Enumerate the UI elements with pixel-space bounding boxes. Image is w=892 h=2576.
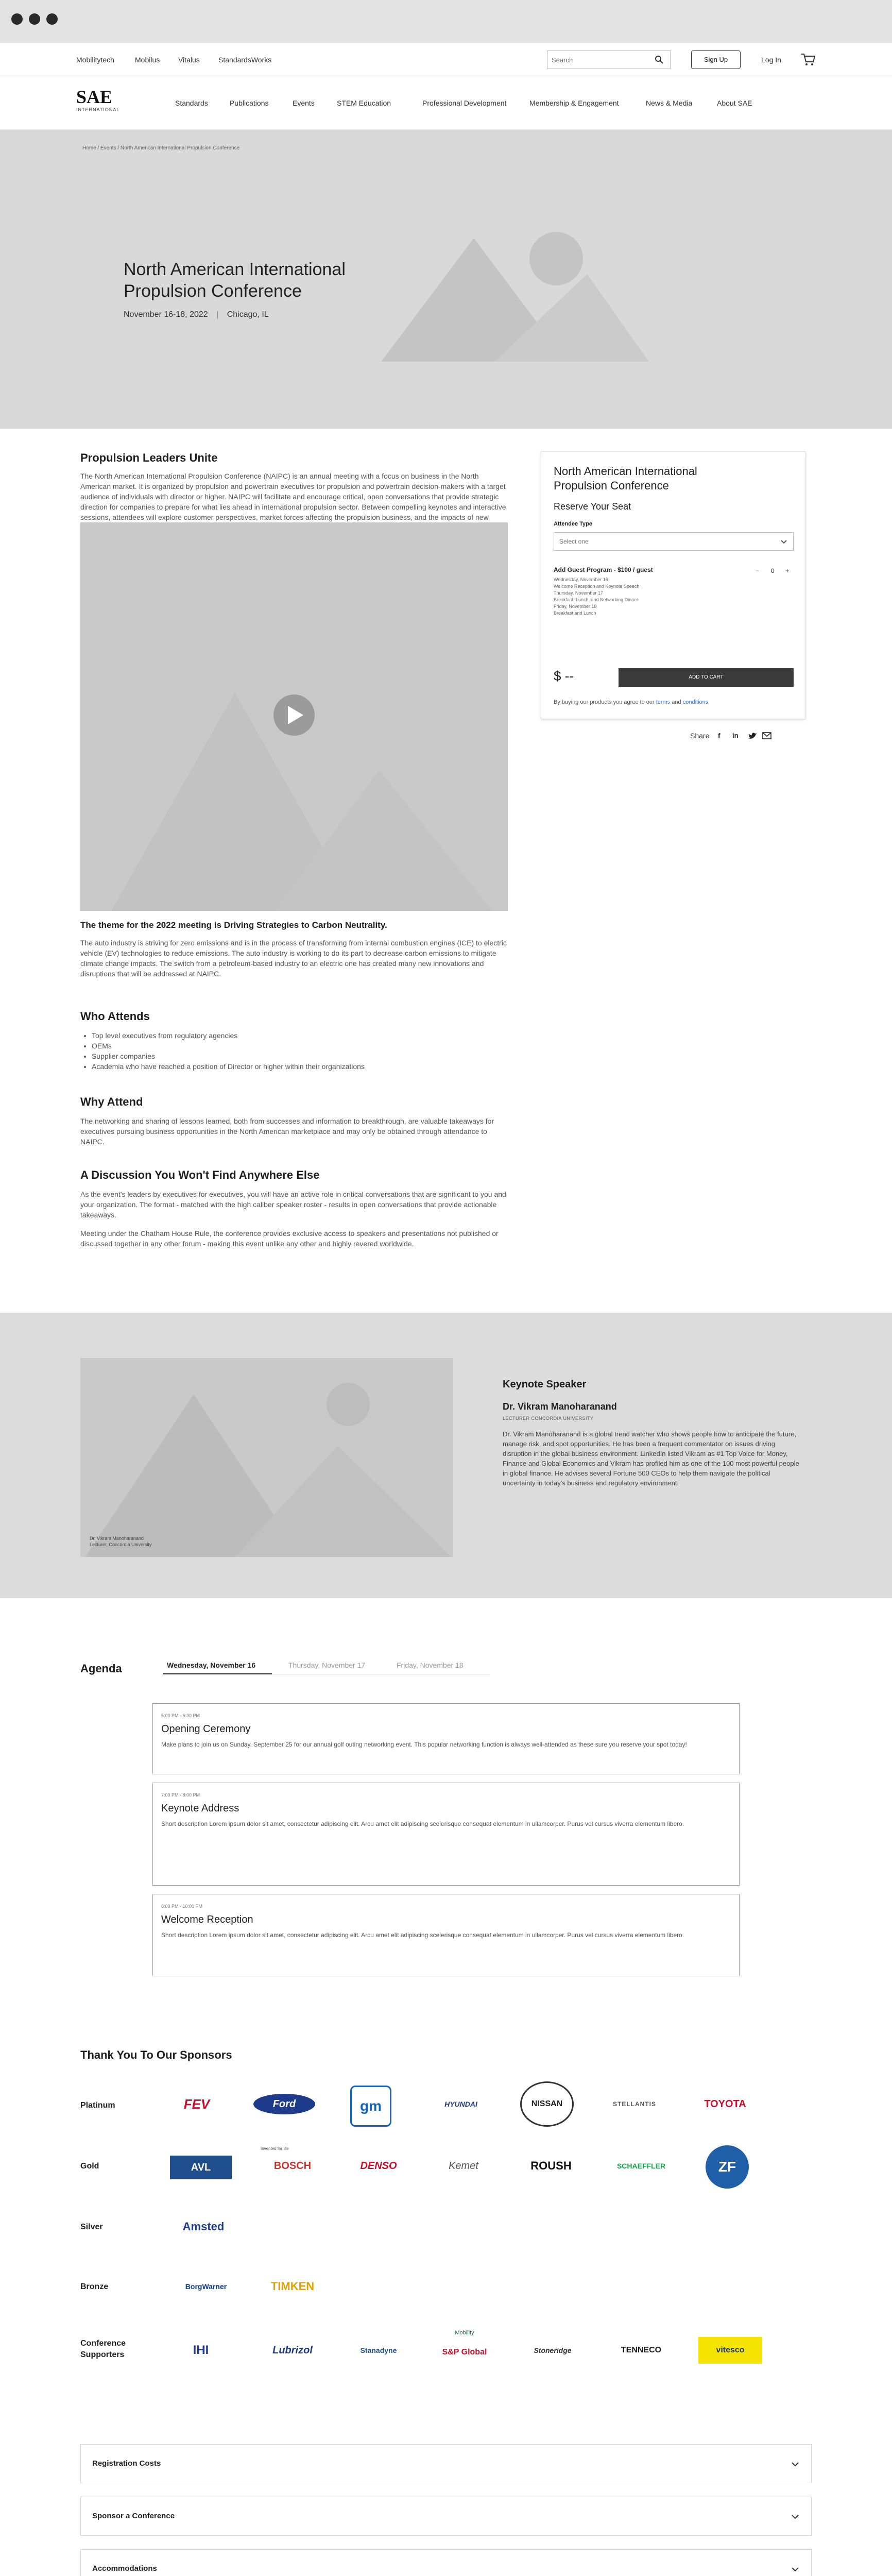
speaker-caption: [90, 1535, 152, 1548]
agenda-session: [152, 1894, 740, 1976]
accordion-title: Accommodations: [92, 2564, 157, 2573]
keynote-role: LECTURER CONCORDIA UNIVERSITY: [503, 1416, 594, 1421]
sponsor-logo-amsted[interactable]: Amsted: [182, 2220, 225, 2233]
keynote-name: Dr. Vikram Manoharanand: [503, 1401, 617, 1412]
play-button[interactable]: [273, 694, 315, 736]
select-value: Select one: [559, 538, 589, 545]
accordion-sponsor-conference[interactable]: [80, 2497, 812, 2536]
who-list: [82, 1030, 505, 1072]
window-close-dot[interactable]: [11, 13, 23, 25]
utility-bar: [0, 43, 892, 76]
sponsor-logo-tenneco[interactable]: TENNECO: [621, 2346, 662, 2354]
keynote-section: [0, 1313, 892, 1598]
list-item: • OEMs: [92, 1041, 505, 1051]
share-label: Share: [690, 732, 710, 740]
guest-program-details: [554, 577, 739, 617]
util-link-mobilitytech[interactable]: Mobilitytech: [76, 56, 114, 64]
util-link-vitalus[interactable]: Vitalus: [178, 56, 200, 64]
session-time: 7:00 PM - 8:00 PM: [161, 1792, 200, 1798]
caption-name: Dr. Vikram Manoharanand: [90, 1536, 144, 1541]
keynote-label: Keynote Speaker: [503, 1379, 587, 1390]
price-display: $ --: [554, 668, 574, 684]
sponsor-logo-schaeffler[interactable]: SCHAEFFLER: [616, 2162, 666, 2170]
tier-label-supporters: Conference Supporters: [80, 2339, 126, 2359]
sponsor-logo-bosch[interactable]: BOSCH: [273, 2160, 312, 2172]
active-tab-indicator: [163, 1673, 272, 1674]
meta-separator: |: [216, 310, 219, 319]
terms-prefix: By buying our products you agree to our: [554, 699, 655, 705]
accordion-accommodations[interactable]: [80, 2549, 812, 2576]
util-link-standardsworks[interactable]: StandardsWorks: [218, 56, 272, 64]
guest-detail-line: Wednesday, November 16: [554, 577, 608, 582]
tab-friday[interactable]: Friday, November 18: [397, 1661, 464, 1669]
nav-item-stem-education[interactable]: STEM Education: [337, 99, 391, 107]
agenda-heading: Agenda: [80, 1662, 122, 1675]
guest-detail-line: Breakfast, Lunch, and Networking Dinner: [554, 597, 639, 602]
who-heading: Who Attends: [80, 1010, 150, 1023]
sponsor-logo-ford[interactable]: Ford: [253, 2094, 315, 2114]
hero-placeholder-image: [381, 197, 649, 362]
sponsors-heading: Thank You To Our Sponsors: [80, 2048, 232, 2061]
nav-item-about[interactable]: About SAE: [717, 99, 752, 107]
chevron-down-icon: [792, 2514, 799, 2519]
add-to-cart-button[interactable]: ADD TO CART: [619, 668, 794, 687]
list-item: • Supplier companies: [92, 1051, 505, 1061]
discussion-heading: A Discussion You Won't Find Anywhere Else: [80, 1168, 320, 1181]
agenda-tabs: [161, 1654, 490, 1674]
session-title: Opening Ceremony: [161, 1723, 251, 1735]
event-date: November 16-18, 2022: [124, 310, 208, 319]
guest-detail-line: Friday, November 18: [554, 604, 597, 609]
sponsor-logo-vitesco[interactable]: vitesco: [698, 2337, 762, 2364]
session-description: Make plans to join us on Sunday, September 25 for our annual golf outing networking event. This popular networking function is always well-attended as these sure you reserve your spot today!: [161, 1741, 687, 1748]
intro-paragraph: The North American International Propulsion Conference (NAIPC) is an annual meeting with a focus on business in the North American market. It is organized by propulsion and powertrain executives for propulsion and powertrain decision-makers with a target audience of individuals with director or higher. NAIPC will facilitate and encourage critical, open conversations that provide strategic direction for companies to prepare for what lies ahead in international propulsion sector. Between compelling keynotes and interactive sessions, attendees will explore customer perspectives, market forces affecting the propulsion business, and the impacts of new: [80, 472, 506, 521]
tab-wednesday[interactable]: Wednesday, November 16: [167, 1661, 256, 1669]
browser-chrome: [0, 0, 892, 43]
sponsor-logo-zf[interactable]: ZF: [706, 2145, 749, 2189]
title-line-1: North American International: [124, 260, 346, 279]
attendee-type-select[interactable]: [554, 532, 794, 551]
chevron-down-icon: [792, 2462, 799, 2467]
speaker-placeholder-art: [80, 1358, 453, 1557]
terms-link[interactable]: terms: [656, 699, 671, 705]
window-minimize-dot[interactable]: [29, 13, 40, 25]
terms-text: [554, 699, 708, 705]
title-line-2: Propulsion Conference: [124, 281, 302, 301]
sae-logo[interactable]: [76, 87, 119, 112]
nav-item-publications[interactable]: Publications: [230, 99, 269, 107]
logo-subtext: INTERNATIONAL: [76, 107, 120, 112]
quantity-value: 0: [771, 567, 775, 574]
tab-thursday[interactable]: Thursday, November 17: [288, 1661, 366, 1669]
intro-video[interactable]: [80, 522, 508, 911]
event-location: Chicago, IL: [227, 310, 269, 319]
window-maximize-dot[interactable]: [46, 13, 58, 25]
sponsor-logo-sp-global[interactable]: S&P Global: [442, 2348, 487, 2357]
guest-detail-line: Welcome Reception and Keynote Speech: [554, 584, 640, 589]
chevron-down-icon: [792, 2567, 799, 2572]
sponsor-logo-kemet[interactable]: Kemet: [449, 2160, 478, 2172]
booking-subtitle: Reserve Your Seat: [554, 501, 631, 512]
sponsor-logo-roush[interactable]: ROUSH: [530, 2159, 572, 2172]
sponsor-logo-ihi[interactable]: IHI: [193, 2343, 209, 2357]
terms-and: and: [672, 699, 681, 705]
share-twitter-icon[interactable]: [748, 732, 757, 740]
sponsor-logo-stellantis[interactable]: STELLANTIS: [613, 2100, 656, 2108]
nav-item-membership[interactable]: Membership & Engagement: [529, 99, 619, 107]
increment-button[interactable]: +: [785, 567, 790, 574]
sponsor-logo-gm[interactable]: gm: [350, 2086, 391, 2127]
why-paragraph: The networking and sharing of lessons learned, both from successes and information to breakthrough, are valuable takeaways for executives pursuing business opportunities in the North American marketplace and may only be obtained through attendance to NAIPC.: [80, 1117, 494, 1146]
agenda-session: [152, 1703, 740, 1774]
intro-heading: Propulsion Leaders Unite: [80, 451, 218, 464]
attendee-type-label: Attendee Type: [554, 521, 592, 527]
booking-title: [554, 464, 697, 493]
search-input[interactable]: [552, 55, 649, 65]
bosch-tagline: Invented for life: [261, 2146, 289, 2151]
sponsor-logo-hyundai[interactable]: HYUNDAI: [444, 2100, 477, 2108]
page-title: [124, 259, 346, 302]
search-icon[interactable]: [655, 55, 664, 64]
booking-card: [541, 451, 805, 719]
sponsor-logo-timken[interactable]: TIMKEN: [270, 2280, 315, 2293]
theme-heading: The theme for the 2022 meeting is Driving Strategies to Carbon Neutrality.: [80, 920, 387, 930]
list-item: • Academia who have reached a position of Director or higher within their organizations: [92, 1061, 505, 1072]
share-linkedin-icon[interactable]: in: [732, 732, 739, 739]
agenda-session: [152, 1783, 740, 1886]
list-item: • Top level executives from regulatory agencies: [92, 1030, 505, 1041]
guest-program-title: Add Guest Program - $100 / guest: [554, 566, 653, 573]
cart-icon[interactable]: [800, 53, 816, 67]
chevron-down-icon: [781, 539, 787, 545]
guest-quantity-stepper[interactable]: [753, 565, 795, 578]
sponsor-logo-avl[interactable]: AVL: [170, 2156, 232, 2179]
sponsor-logo-stanadyne[interactable]: Stanadyne: [360, 2346, 397, 2354]
share-bar: [690, 732, 709, 740]
nav-item-standards[interactable]: Standards: [175, 99, 208, 107]
nav-item-news-media[interactable]: News & Media: [646, 99, 693, 107]
play-icon: [288, 706, 303, 724]
session-title: Welcome Reception: [161, 1914, 253, 1925]
accordion-title: Sponsor a Conference: [92, 2512, 175, 2520]
nav-item-events[interactable]: Events: [293, 99, 315, 107]
discussion-paragraph-2: Meeting under the Chatham House Rule, the conference provides exclusive access to speakers and presentations not published or discussed together in any other forum - making this event unlike any other and highly revered worldwide.: [80, 1229, 499, 1248]
sponsor-logo-toyota[interactable]: TOYOTA: [704, 2098, 746, 2110]
guest-detail-line: Breakfast and Lunch: [554, 611, 596, 616]
tier-label-silver: Silver: [80, 2223, 103, 2231]
session-time: 5:00 PM - 6:30 PM: [161, 1713, 200, 1718]
hero-banner: [0, 130, 892, 429]
discussion-paragraph-1: As the event's leaders by executives for executives, you will have an active role in critical conversations that are significant to you and your organization. The format - matched with the high caliber speaker roster - results in open conversations that provide actionable takeaways.: [80, 1190, 506, 1219]
login-link[interactable]: Log In: [761, 56, 781, 64]
util-link-mobilus[interactable]: Mobilus: [135, 56, 160, 64]
accordion-title: Registration Costs: [92, 2459, 161, 2468]
sponsor-logo-stoneridge[interactable]: Stoneridge: [534, 2346, 572, 2354]
conditions-link[interactable]: conditions: [682, 699, 709, 705]
sponsor-logo-lubrizol[interactable]: Lubrizol: [272, 2345, 313, 2356]
theme-paragraph: The auto industry is striving for zero emissions and is in the process of transforming from internal combustion engines (ICE) to electric vehicle (EV) technologies to reduce emissions. The auto industry is working to do its part to decrease carbon emissions to mitigate climate change impacts. The switch from a petroleum-based industry to an electric one has created many new innovations and disruptions that will be addressed at NAIPC.: [80, 939, 507, 978]
why-heading: Why Attend: [80, 1095, 143, 1108]
search-box[interactable]: [547, 50, 671, 69]
sponsor-logo-borgwarner[interactable]: BorgWarner: [185, 2282, 227, 2291]
caption-role: Lecturer, Concordia University: [90, 1542, 152, 1547]
accordion-registration-costs[interactable]: [80, 2444, 812, 2483]
booking-title-line-1: North American International: [554, 465, 697, 478]
breadcrumb[interactable]: Home / Events / North American International Propulsion Conference: [82, 145, 240, 151]
booking-title-line-2: Propulsion Conference: [554, 479, 669, 492]
tier-label-platinum: Platinum: [80, 2101, 115, 2110]
share-facebook-icon[interactable]: f: [718, 732, 721, 740]
session-title: Keynote Address: [161, 1803, 239, 1814]
sponsor-logo-fev[interactable]: FEV: [183, 2096, 210, 2112]
sp-global-top: Mobility: [455, 2330, 474, 2336]
tier-label-gold: Gold: [80, 2162, 99, 2171]
sponsor-logo-denso[interactable]: DENSO: [360, 2160, 397, 2172]
main-navigation: [0, 76, 892, 130]
signup-button[interactable]: Sign Up: [691, 50, 741, 69]
session-time: 8:00 PM - 10:00 PM: [161, 1904, 203, 1909]
session-description: Short description Lorem ipsum dolor sit amet, consectetur adipiscing elit. Arcu amet elit adipiscing scelerisque consequat elementum in ullamcorper. Purus vel cursus viverra elementum libero.: [161, 1931, 684, 1939]
event-meta: [124, 310, 269, 319]
guest-detail-line: Thursday, November 17: [554, 590, 603, 596]
decrement-button[interactable]: −: [756, 567, 760, 574]
share-email-icon[interactable]: [762, 732, 771, 739]
tier-label-bronze: Bronze: [80, 2282, 109, 2291]
session-description: Short description Lorem ipsum dolor sit amet, consectetur adipiscing elit. Arcu amet elit adipiscing scelerisque consequat elementum in ullamcorper. Purus vel cursus viverra elementum libero.: [161, 1820, 684, 1827]
logo-text: SAE: [76, 87, 113, 107]
keynote-speaker-image: [80, 1358, 453, 1557]
keynote-bio: Dr. Vikram Manoharanand is a global trend watcher who shows people how to anticipate the future, manage risk, and spot opportunities. He has been a frequent commentator on issues driving disruption in the global business environment. LinkedIn listed Vikram as #1 Top Voice for Money, Finance and Global Economics and Vikram has profiled him as one of the 100 most powerful people in global finance. He advises several Fortune 500 CEOs to help them navigate the political uncertainty in today's business and regulatory environment.: [503, 1430, 799, 1487]
sponsor-logo-nissan[interactable]: NISSAN: [520, 2081, 574, 2127]
nav-item-professional-development[interactable]: Professional Development: [422, 99, 507, 107]
